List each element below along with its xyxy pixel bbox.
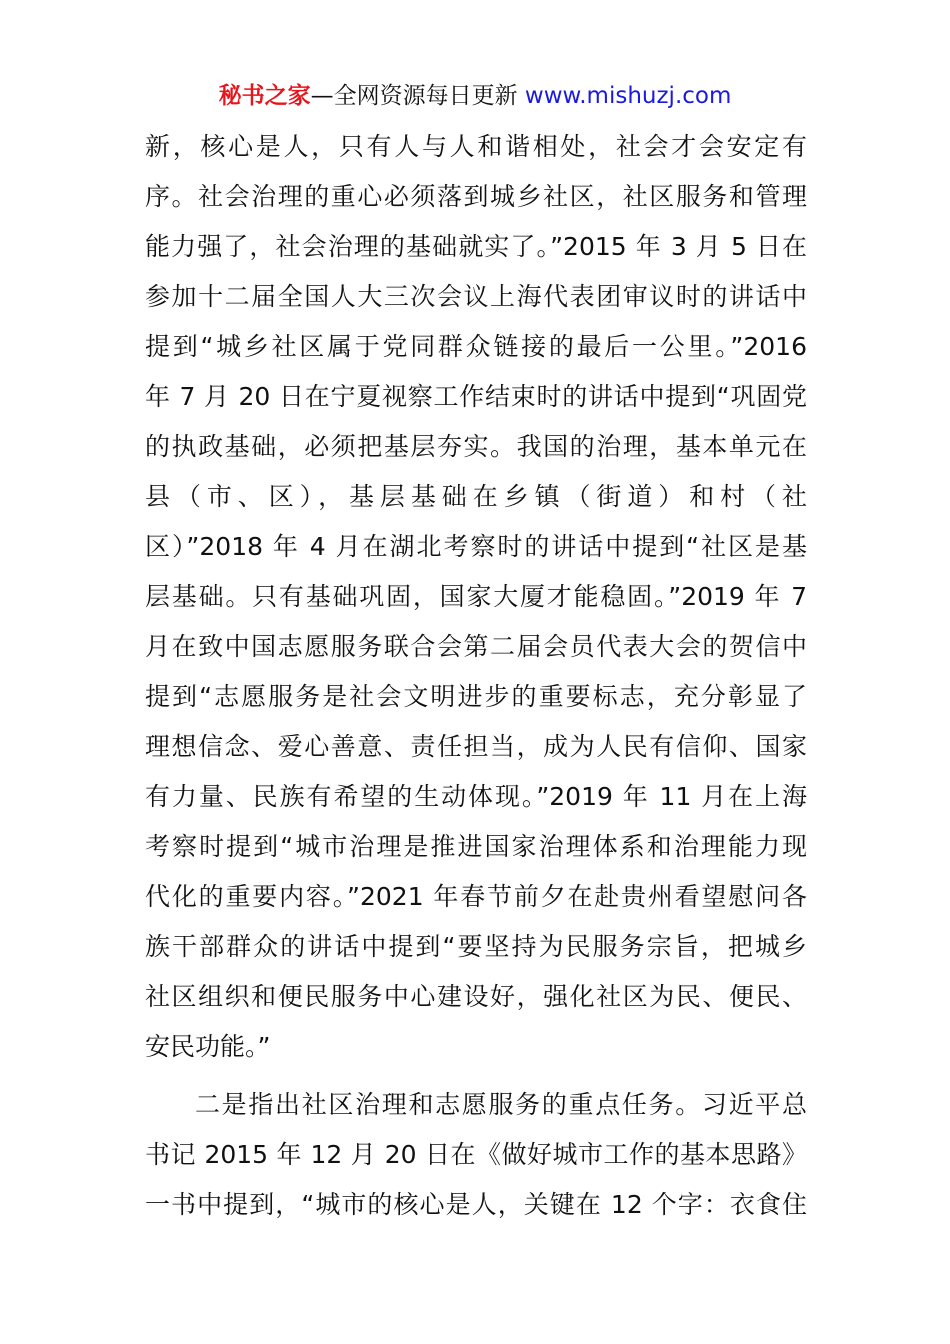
text-line: 年 7 月 20 日在宁夏视察工作结束时的讲话中提到“巩固党 (145, 382, 807, 411)
text-line: 考察时提到“城市治理是推进国家治理体系和治理能力现 (145, 832, 807, 861)
text-line: 二是指出社区治理和志愿服务的重点任务。习近平总 (195, 1090, 807, 1119)
text-line: 理想信念、爱心善意、责任担当，成为人民有信仰、国家 (145, 732, 807, 761)
text-line: 层基础。只有基础巩固，国家大厦才能稳固。”2019 年 7 (145, 582, 807, 611)
paragraph-gap (145, 1072, 807, 1080)
text-line: 安民功能。” (145, 1032, 271, 1061)
text-line: 社区组织和便民服务中心建设好，强化社区为民、便民、 (145, 982, 807, 1011)
text-line: 的执政基础，必须把基层夯实。我国的治理，基本单元在 (145, 432, 807, 461)
text-line: 参加十二届全国人大三次会议上海代表团审议时的讲话中 (145, 282, 807, 311)
document-body (145, 122, 807, 1230)
paragraph-2 (145, 1080, 807, 1230)
text-line: 提到“志愿服务是社会文明进步的重要标志，充分彰显了 (145, 682, 807, 711)
text-line: 代化的重要内容。”2021 年春节前夕在赴贵州看望慰问各 (145, 882, 807, 911)
text-line: 族干部群众的讲话中提到“要坚持为民服务宗旨，把城乡 (145, 932, 807, 961)
text-line: 县（市、区），基层基础在乡镇（街道）和村（社 (145, 482, 807, 511)
text-line: 区）”2018 年 4 月在湖北考察时的讲话中提到“社区是基 (145, 532, 807, 561)
brand-name: 秘书之家 (218, 83, 311, 109)
text-line: 有力量、民族有希望的生动体现。”2019 年 11 月在上海 (145, 782, 807, 811)
text-line: 新，核心是人，只有人与人和谐相处，社会才会安定有 (145, 132, 807, 161)
site-url-link[interactable]: www.mishuzj.com (524, 83, 732, 109)
text-line: 序。社会治理的重心必须落到城乡社区，社区服务和管理 (145, 182, 807, 211)
text-line: 能力强了，社会治理的基础就实了。”2015 年 3 月 5 日在 (145, 232, 807, 261)
text-line: 月在致中国志愿服务联合会第二届会员代表大会的贺信中 (145, 632, 807, 661)
text-line: 提到“城乡社区属于党同群众链接的最后一公里。”2016 (145, 332, 807, 361)
paragraph-1 (145, 122, 807, 1072)
text-line: 书记 2015 年 12 月 20 日在《做好城市工作的基本思路》 (145, 1140, 807, 1169)
text-line: 一书中提到，“城市的核心是人，关键在 12 个字：衣食住 (145, 1190, 807, 1219)
header-tagline: —全网资源每日更新 (310, 83, 525, 109)
site-header (0, 80, 950, 112)
